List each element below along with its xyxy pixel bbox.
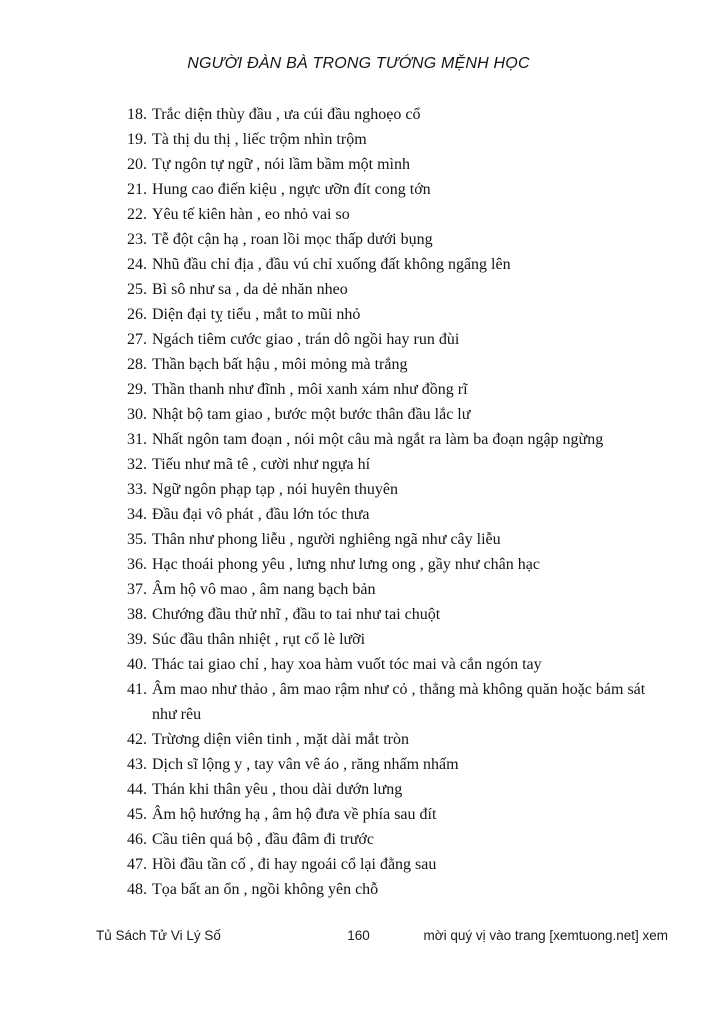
list-item (127, 552, 654, 577)
list-item-text: Thác tai giao chỉ , hay xoa hàm vuốt tóc mai và cắn ngón tay (152, 656, 542, 673)
list-item-number: 41. (127, 681, 147, 698)
footer-website-note: mời quý vị vào trang [xemtuong.net] xem (423, 928, 668, 943)
list-item-number: 35. (127, 531, 147, 548)
list-item (127, 652, 654, 677)
list-item (127, 327, 654, 352)
list-item (127, 127, 654, 152)
list-item-text: Tễ đột cận hạ , roan lồi mọc thấp dưới bụng (152, 231, 433, 248)
list-item-text: Tiếu như mã tê , cười như ngựa hí (152, 456, 371, 473)
list-item (127, 177, 654, 202)
list-item (127, 727, 654, 752)
list-item-text: Cầu tiên quá bộ , đầu đâm đi trước (152, 831, 374, 848)
list-item-number: 29. (127, 381, 147, 398)
list-item (127, 202, 654, 227)
list-item (127, 852, 654, 877)
page-footer (0, 927, 717, 947)
list-item-number: 37. (127, 581, 147, 598)
list-item-number: 21. (127, 181, 147, 198)
list-item-number: 39. (127, 631, 147, 648)
list-item-text: Ngữ ngôn phạp tạp , nói huyên thuyên (152, 481, 398, 498)
list-item-text: Tọa bất an ổn , ngồi không yên chỗ (152, 881, 379, 898)
list-item-text: Nhất ngôn tam đoạn , nói một câu mà ngắt ra làm ba đoạn ngập ngừng (152, 431, 604, 448)
list-item-number: 24. (127, 256, 147, 273)
list-item (127, 402, 654, 427)
list-item-text: Súc đầu thân nhiệt , rụt cổ lè lưỡi (152, 631, 366, 648)
list-item (127, 777, 654, 802)
list-item-text: Nhật bộ tam giao , bước một bước thân đầu lắc lư (152, 406, 471, 423)
list-item-number: 34. (127, 506, 147, 523)
list-item-text: Thân như phong liễu , người nghiêng ngã như cây liễu (152, 531, 501, 548)
list-item-number: 18. (127, 106, 147, 123)
list-item-number: 33. (127, 481, 147, 498)
list-item (127, 277, 654, 302)
list-item-text: Trừơng diện viên tinh , mặt dài mắt tròn (152, 731, 409, 748)
list-item (127, 827, 654, 852)
list-item (127, 102, 654, 127)
list-item (127, 377, 654, 402)
list-item-number: 40. (127, 656, 147, 673)
list-item-number: 30. (127, 406, 147, 423)
list-item (127, 502, 654, 527)
list-item-text: Thần bạch bất hậu , môi mỏng mà trắng (152, 356, 408, 373)
list-item-number: 38. (127, 606, 147, 623)
list-item-text: Chướng đầu thử nhĩ , đầu to tai như tai chuột (152, 606, 441, 623)
list-item (127, 602, 654, 627)
list-item-number: 31. (127, 431, 147, 448)
page-title: NGƯỜI ĐÀN BÀ TRONG TƯỚNG MỆNH HỌC (187, 55, 530, 72)
list-item-text: Hạc thoái phong yêu , lưng như lưng ong , gầy như chân hạc (152, 556, 540, 573)
list-item-number: 23. (127, 231, 147, 248)
list-item (127, 152, 654, 177)
list-item (127, 627, 654, 652)
list-item (127, 252, 654, 277)
list-item-number: 27. (127, 331, 147, 348)
list-item-text: Nhũ đầu chỉ địa , đầu vú chỉ xuống đất không ngẩng lên (152, 256, 511, 273)
list-item-number: 47. (127, 856, 147, 873)
list-item-text: Trắc diện thùy đầu , ưa cúi đầu nghoẹo cổ (152, 106, 421, 123)
list-item-text: Yêu tế kiên hàn , eo nhỏ vai so (152, 206, 350, 223)
list-item-number: 42. (127, 731, 147, 748)
list-item-number: 22. (127, 206, 147, 223)
list-item-text: Dịch sĩ lộng y , tay vân vê áo , răng nhấm nhấm (152, 756, 459, 773)
list-item-text: Hồi đầu tần cố , đi hay ngoái cổ lại đằng sau (152, 856, 437, 873)
list-item-number: 32. (127, 456, 147, 473)
list-item-number: 48. (127, 881, 147, 898)
list-item-text: Diện đại tỵ tiểu , mắt to mũi nhỏ (152, 306, 361, 323)
footer-book-series: Tủ Sách Tử Vi Lý Số (96, 928, 221, 943)
list-item-number: 44. (127, 781, 147, 798)
footer-page-number: 160 (347, 928, 370, 943)
list-item-number: 45. (127, 806, 147, 823)
list-item-number: 19. (127, 131, 147, 148)
list-item (127, 452, 654, 477)
list-item (127, 302, 654, 327)
list-item-number: 26. (127, 306, 147, 323)
list-item-text: Ngách tiêm cước giao , trán dô ngồi hay run đùi (152, 331, 460, 348)
list-item (127, 802, 654, 827)
list-item-text: Thán khi thân yêu , thou dài dướn lưng (152, 781, 403, 798)
list-item-text: Bì sô như sa , da dẻ nhăn nheo (152, 281, 348, 298)
list-item-text: Tự ngôn tự ngữ , nói lầm bầm một mình (152, 156, 410, 173)
list-item (127, 677, 654, 727)
list-item-number: 46. (127, 831, 147, 848)
list-item (127, 227, 654, 252)
list-item (127, 877, 654, 902)
list-item (127, 352, 654, 377)
list-item-text: Hung cao điến kiệu , ngực ưỡn đít cong tớn (152, 181, 431, 198)
list-item (127, 477, 654, 502)
list-item-number: 25. (127, 281, 147, 298)
list-item-number: 20. (127, 156, 147, 173)
list-item (127, 577, 654, 602)
list-item-text: Đầu đại vô phát , đầu lớn tóc thưa (152, 506, 370, 523)
list-item (127, 427, 654, 452)
list-item-number: 36. (127, 556, 147, 573)
list-item-text: Âm mao như thảo , âm mao rậm như cỏ , thẳng mà không quăn hoặc bám sát như rêu (152, 681, 646, 723)
list-item-number: 28. (127, 356, 147, 373)
list-item-text: Thần thanh như đĩnh , môi xanh xám như đồng rĩ (152, 381, 468, 398)
list-item-text: Tà thị du thị , liếc trộm nhìn trộm (152, 131, 367, 148)
list-item (127, 527, 654, 552)
list-item-text: Âm hộ hướng hạ , âm hộ đưa về phía sau đít (152, 806, 437, 823)
list-item-text: Âm hộ vô mao , âm nang bạch bản (152, 581, 376, 598)
list-item (127, 752, 654, 777)
list-item-number: 43. (127, 756, 147, 773)
numbered-list (127, 102, 654, 902)
